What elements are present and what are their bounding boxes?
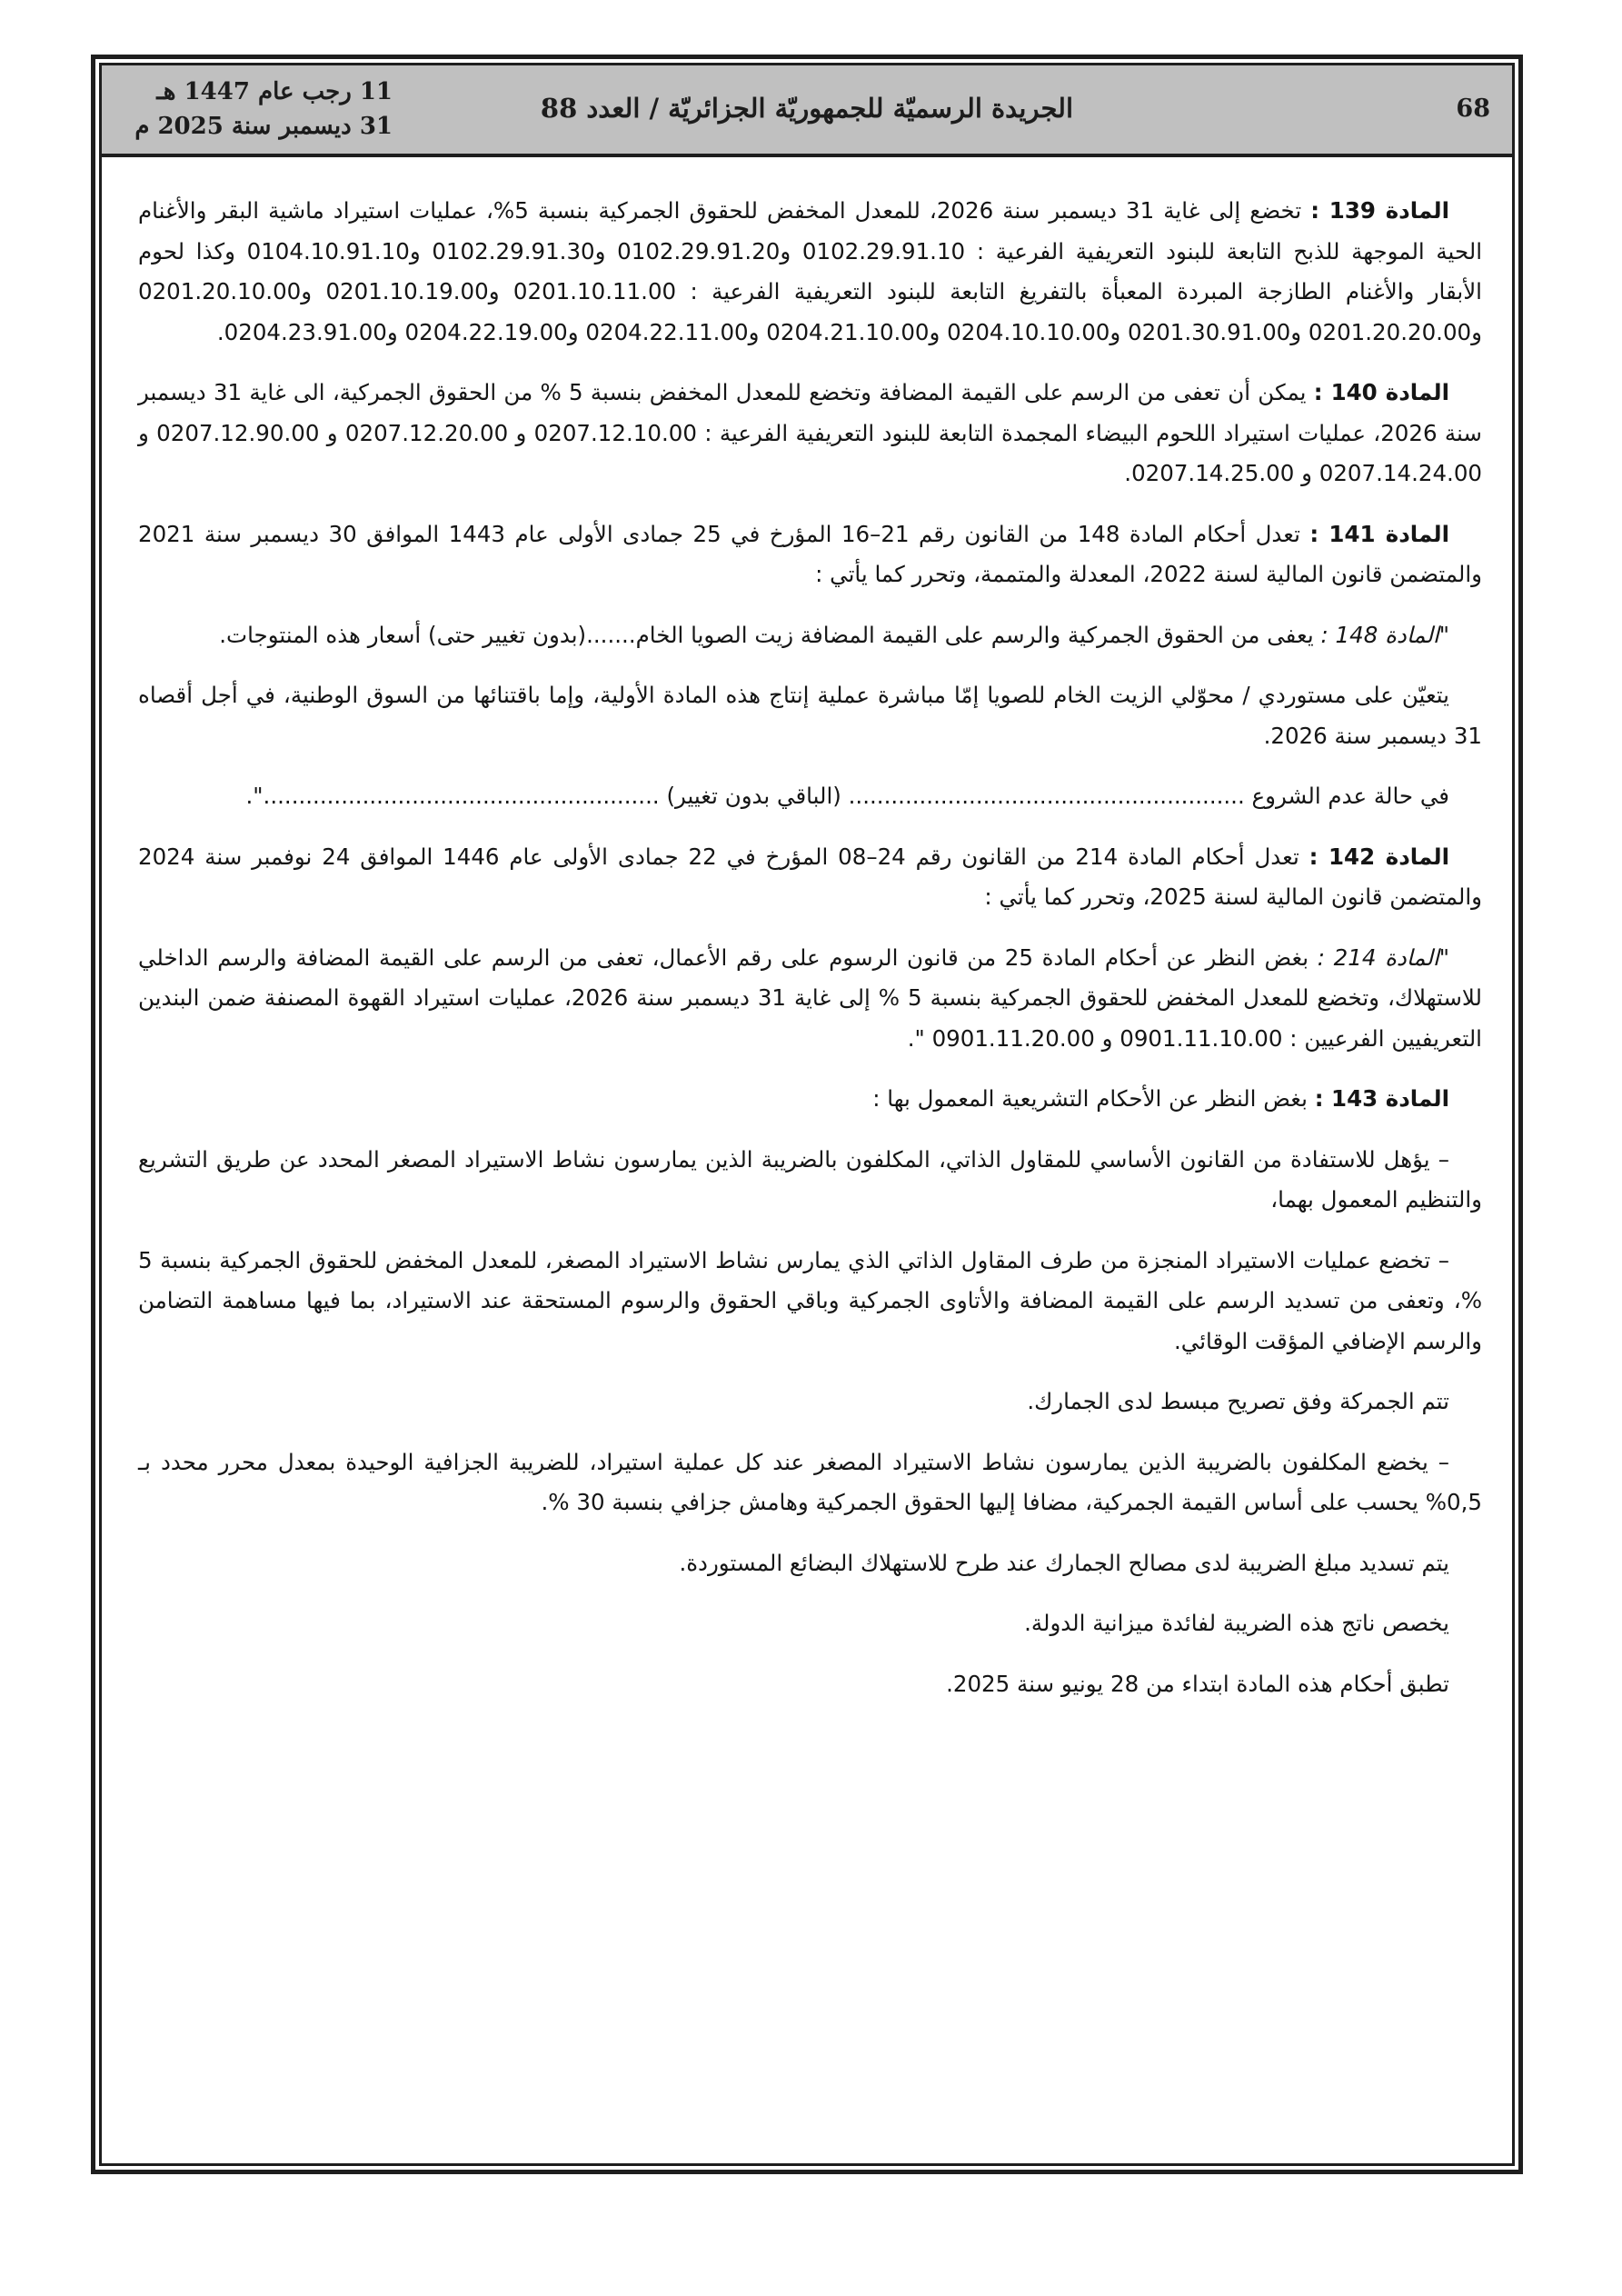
quoted-paragraph: يتعيّن على مستوردي / محوّلي الزيت الخام للصويا إمّا مباشرة عملية إنتاج هذه المادة الأولية، وإما باقتنائها من السوق الوطنية، في أجل أقصاه 31 ديسمبر سنة 2026. bbox=[138, 682, 1482, 749]
gazette-header bbox=[102, 65, 1512, 157]
article-paragraph: تتم الجمركة وفق تصريح مبسط لدى الجمارك. bbox=[1027, 1388, 1449, 1414]
article-paragraph: تطبق أحكام هذه المادة ابتداء من 28 يونيو سنة 2025. bbox=[946, 1670, 1449, 1697]
issue-date bbox=[120, 75, 393, 144]
page-number: 68 bbox=[1456, 95, 1490, 123]
article-142 bbox=[138, 837, 1482, 918]
article-139 bbox=[138, 191, 1482, 353]
quoted-article-label: "المادة 148 : bbox=[1320, 621, 1449, 648]
article-paragraph: يتم تسديد مبلغ الضريبة لدى مصالح الجمارك عند طرح للاستهلاك البضائع المستوردة. bbox=[679, 1549, 1449, 1576]
gazette-title: الجريدة الرسميّة للجمهوريّة الجزائريّة / العدد 88 bbox=[540, 93, 1074, 124]
article-label: المادة 142 : bbox=[1309, 843, 1450, 870]
article-label: المادة 141 : bbox=[1309, 520, 1450, 547]
article-text: تعدل أحكام المادة 148 من القانون رقم 21–16 المؤرخ في 25 جمادى الأولى عام 1443 الموافق 30 ديسمبر سنة 2021 والمتضمن قانون المالية لسنة 2022، المعدلة والمتممة، وتحرر كما يأتي : bbox=[138, 520, 1482, 587]
article-label: المادة 140 : bbox=[1313, 379, 1450, 405]
quoted-article-148 bbox=[138, 615, 1482, 656]
gregorian-date: 31 ديسمبر سنة 2025 م bbox=[134, 113, 393, 140]
article-text: يمكن أن تعفى من الرسم على القيمة المضافة وتخضع للمعدل المخفض بنسبة 5 % من الحقوق الجمركية، الى غاية 31 ديسمبر سنة 2026، عمليات استيراد اللحوم البيضاء المجمدة التابعة للبنود التعريفية الفرعية : 0207.12.10.00 و 0207.12.20.00 و 0207.12.90.00 و 0207.14.24.00 و 0207.14.25.00. bbox=[138, 379, 1482, 486]
article-label: المادة 143 : bbox=[1314, 1085, 1449, 1112]
article-paragraph: – تخضع عمليات الاستيراد المنجزة من طرف المقاول الذاتي الذي يمارس نشاط الاستيراد المصغر، للمعدل المخفض للحقوق الجمركية بنسبة 5 %، وتعفى من تسديد الرسم على القيمة المضافة والأتاوى الجمركية وباقي الحقوق والرسوم المستحقة عند الاستيراد، بما فيها مساهمة التضامن والرسم الإضافي المؤقت الوقائي. bbox=[138, 1246, 1482, 1354]
quoted-article-text: بغض النظر عن أحكام المادة 25 من قانون الرسوم على رقم الأعمال، تعفى من الرسم على القيمة المضافة والرسم الداخلي للاستهلاك، وتخضع للمعدل المخفض للحقوق الجمركية بنسبة 5 % إلى غاية 31 ديسمبر سنة 2026، عمليات استيراد القهوة المصنفة ضمن البندين التعريفيين الفرعيين : 0901.11.10.00 و 0901.11.20.00 ". bbox=[138, 943, 1482, 1052]
article-paragraph: – يخضع المكلفون بالضريبة الذين يمارسون نشاط الاستيراد المصغر عند كل عملية استيراد، للضريبة الجزافية الوحيدة بمعدل محرر محدد بـ 0,5% يحسب على أساس القيمة الجمركية، مضافا إليها الحقوق الجمركية وهامش جزافي بنسبة 30 %. bbox=[138, 1448, 1482, 1515]
article-text: تعدل أحكام المادة 214 من القانون رقم 24–08 المؤرخ في 22 جمادى الأولى عام 1446 الموافق 24 نوفمبر سنة 2024 والمتضمن قانون المالية لسنة 2025، وتحرر كما يأتي : bbox=[138, 843, 1482, 910]
article-label: المادة 139 : bbox=[1310, 197, 1449, 224]
article-text: تخضع إلى غاية 31 ديسمبر سنة 2026، للمعدل المخفض للحقوق الجمركية بنسبة 5%، عمليات استيراد ماشية البقر والأغنام الحية الموجهة للذبح التابعة للبنود التعريفية الفرعية : 0102.29.91.10 و0102.29.91.20 و0102.29.91.30 و0104.10.91.10 وكذا لحوم الأبقار والأغنام الطازجة المبردة المعبأة بالتفريغ التابعة للبنود التعريفية الفرعية : 0201.10.11.00 و0201.10.19.00 و0201.20.10.00 و0201.20.20.00 و0201.30.91.00 و0204.10.10.00 و0204.21.10.00 و0204.22.11.00 و0204.22.19.00 و0204.23.91.00. bbox=[138, 197, 1483, 345]
page-frame bbox=[91, 55, 1523, 2174]
document-body bbox=[138, 191, 1482, 1724]
quoted-article-214 bbox=[138, 938, 1482, 1060]
article-text: بغض النظر عن الأحكام التشريعية المعمول بها : bbox=[872, 1085, 1315, 1112]
article-141 bbox=[138, 514, 1482, 595]
quoted-article-text: يعفى من الحقوق الجمركية والرسم على القيمة المضافة زيت الصويا الخام.......(بدون تغيير حتى) أسعار هذه المنتوجات. bbox=[219, 621, 1321, 648]
quoted-paragraph: في حالة عدم الشروع ........................................................ (الباقي بدون تغيير) ........................................................". bbox=[245, 783, 1449, 809]
hijri-date: 11 رجب عام 1447 هـ bbox=[156, 78, 393, 105]
page-inner-frame bbox=[99, 63, 1515, 2166]
article-140 bbox=[138, 373, 1482, 494]
article-paragraph: – يؤهل للاستفادة من القانون الأساسي للمقاول الذاتي، المكلفون بالضريبة الذين يمارسون نشاط الاستيراد المصغر المحدد عن طريق التشريع والتنظيم المعمول بهما، bbox=[138, 1145, 1482, 1213]
article-paragraph: يخصص ناتج هذه الضريبة لفائدة ميزانية الدولة. bbox=[1024, 1610, 1449, 1636]
quoted-article-label: "المادة 214 : bbox=[1317, 943, 1449, 971]
article-143 bbox=[138, 1079, 1482, 1120]
